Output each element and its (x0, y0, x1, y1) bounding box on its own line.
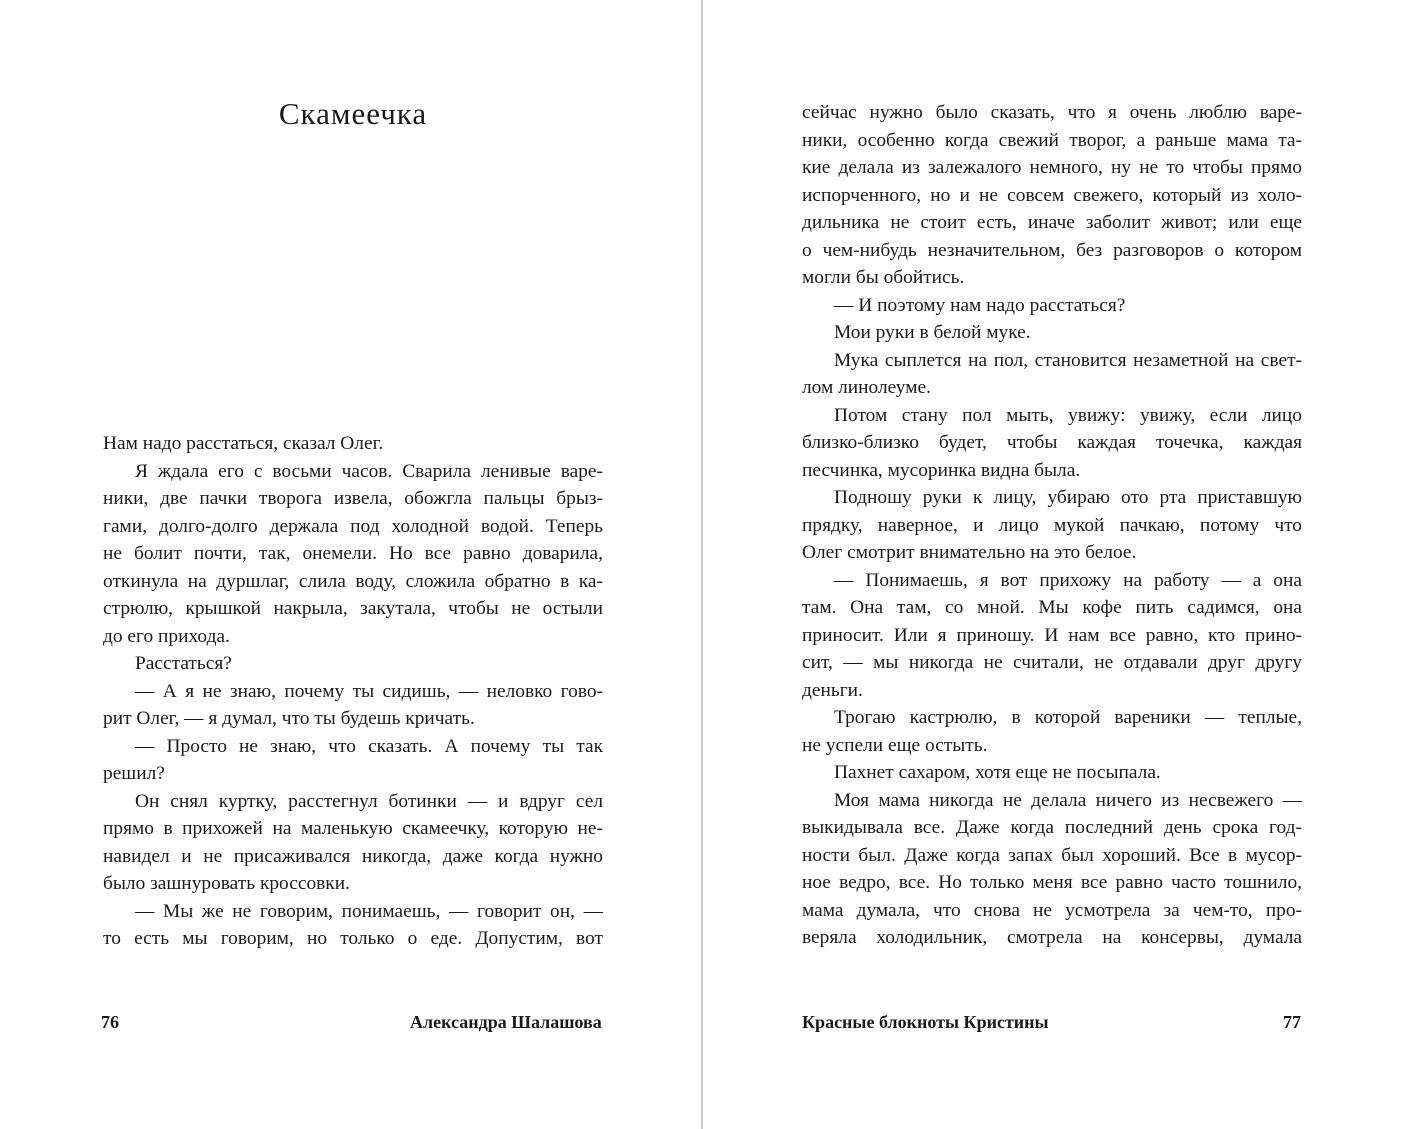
text-line: — Понимаешь, я вот прихожу на работу — а она (834, 569, 1302, 591)
left-page-number: 76 (101, 1012, 119, 1032)
text-line: было зашнуровать кроссовки. (103, 873, 350, 894)
text-line: Моя мама никогда не делала ничего из несвежего — (834, 789, 1302, 811)
text-line: приносит. Или я приношу. И нам все равно, кто прино- (802, 624, 1302, 646)
text-line: не успели еще остыть. (802, 734, 988, 756)
text-line: Нам надо расстаться, сказал Олег. (103, 433, 384, 454)
left-page-text (103, 430, 603, 953)
text-line: мама думала, что снова не усмотрела за чем-то, про- (802, 899, 1302, 921)
text-line: откинула на дуршлаг, слила воду, сложила обратно в ка- (103, 570, 603, 592)
text-line: ники, две пачки творога извела, обожгла пальцы брыз- (103, 488, 603, 509)
text-line: до его прихода. (103, 625, 230, 647)
text-line: Олег смотрит внимательно на это белое. (802, 542, 1137, 563)
left-running-head-author: Александра Шалашова (410, 1012, 602, 1032)
right-page-number: 77 (1283, 1012, 1301, 1032)
text-line: Мука сыплется на пол, становится незаметной на свет- (834, 349, 1302, 371)
text-line: Расстаться? (135, 653, 232, 674)
text-line: деньги. (802, 679, 863, 701)
text-line: не болит почти, так, онемели. Но все равно доварила, (103, 543, 603, 564)
text-line: ности был. Даже когда запах был хороший. Все в мусор- (802, 844, 1302, 866)
text-line: Мои руки в белой муке. (834, 322, 1031, 343)
left-page (0, 0, 702, 1129)
text-line: то есть мы говорим, но только о еде. Допустим, вот (103, 928, 603, 949)
text-line: гами, долго-долго держала под холодной водой. Теперь (103, 515, 603, 537)
text-line: выкидывала все. Даже когда последний день срока год- (802, 817, 1302, 838)
text-line: решил? (103, 763, 165, 784)
text-line: там. Она там, со мной. Мы кофе пить садимся, она (802, 597, 1302, 618)
text-line: Я ждала его с восьми часов. Сварила ленивые варе- (135, 460, 603, 482)
text-line: Трогаю кастрюлю, в которой вареники — теплые, (834, 707, 1302, 728)
text-line: лом линолеуме. (802, 377, 931, 398)
text-line: ники, особенно когда свежий творог, а раньше мама та- (802, 129, 1302, 151)
text-line: рит Олег, — я думал, что ты будешь кричать. (103, 708, 475, 729)
text-line: прядку, наверное, и лицо мукой пачкаю, потому что (802, 514, 1302, 536)
right-page (703, 0, 1405, 1129)
text-line: — И поэтому нам надо расстаться? (834, 294, 1126, 316)
text-line: — Просто не знаю, что сказать. А почему ты так (135, 735, 603, 757)
text-line: сит, — мы никогда не считали, не отдавали друг другу (802, 652, 1302, 673)
text-line: прямо в прихожей на маленькую скамеечку, которую не- (103, 818, 603, 839)
text-line: Подношу руки к лицу, убираю ото рта приставшую (834, 487, 1302, 508)
text-line: испорченного, но и не совсем свежего, который из холо- (802, 184, 1302, 206)
text-line: о чем-нибудь незначительном, без разговоров о котором (802, 239, 1302, 261)
text-line: песчинка, мусоринка видна была. (802, 459, 1081, 481)
text-line: сейчас нужно было сказать, что я очень люблю варе- (802, 102, 1302, 123)
text-line: Он снял куртку, расстегнул ботинки — и вдруг сел (135, 790, 603, 812)
text-line: дильника не стоит есть, иначе заболит живот; или еще (802, 212, 1302, 233)
text-line: навидел и не присаживался никогда, даже когда нужно (103, 845, 603, 867)
chapter-title: Скамеечка (278, 96, 428, 131)
text-line: могли бы обойтись. (802, 267, 965, 288)
text-line: ное ведро, все. Но только меня все равно часто тошнило, (802, 872, 1302, 893)
right-running-head-title: Красные блокноты Кристины (802, 1012, 1049, 1032)
text-line: стрюлю, крышкой накрыла, закутала, чтобы не остыли (103, 598, 603, 619)
text-line: Пахнет сахаром, хотя еще не посыпала. (834, 762, 1161, 783)
text-line: — А я не знаю, почему ты сидишь, — неловко гово- (135, 680, 603, 702)
text-line: Потом стану пол мыть, увижу: увижу, если лицо (834, 404, 1302, 426)
text-line: кие делала из залежалого немного, ну не то чтобы прямо (802, 157, 1302, 178)
text-line: близко-близко будет, чтобы каждая точечка, каждая (802, 432, 1302, 453)
text-line: — Мы же не говорим, понимаешь, — говорит он, — (135, 900, 603, 922)
text-line: веряла холодильник, смотрела на консервы, думала (802, 927, 1302, 948)
right-page-text (802, 99, 1302, 952)
